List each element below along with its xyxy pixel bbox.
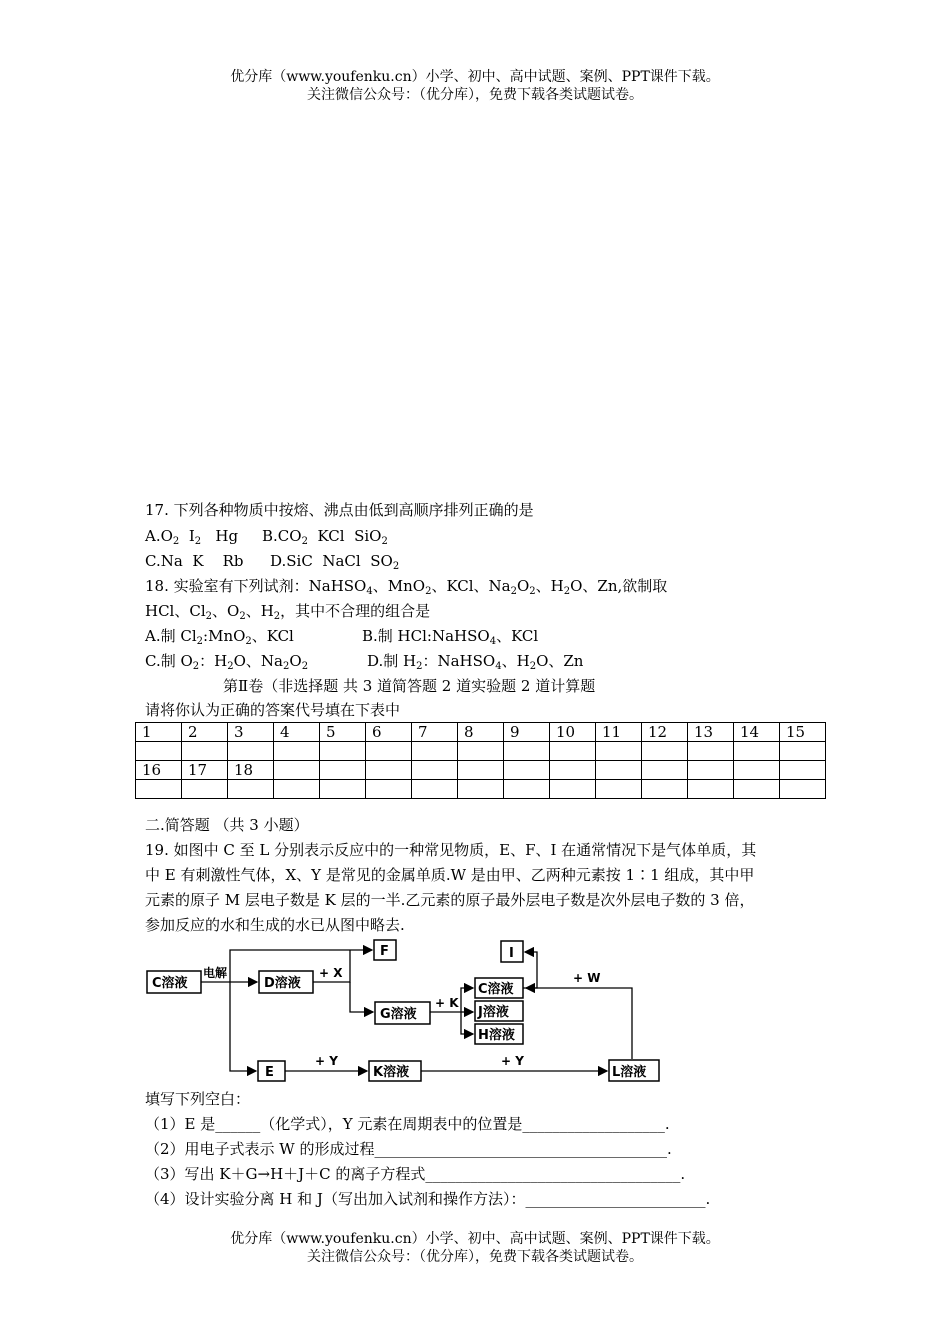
answer-table-number-row-2 <box>136 761 826 780</box>
table-cell: 17 <box>182 761 228 780</box>
answer-cell[interactable] <box>688 742 734 761</box>
q17-option-a: $A.O_2$ $I_2$ Hg <box>145 527 239 547</box>
section-2-title: 第Ⅱ卷（非选择题 共 3 道简答题 2 道实验题 2 道计算题 <box>223 677 596 695</box>
table-cell <box>412 761 458 780</box>
q17-option-c: C.Na K Rb <box>145 552 244 570</box>
answer-cell[interactable] <box>504 780 550 799</box>
answer-cell[interactable] <box>642 742 688 761</box>
q19-blank-4: （4）设计实验分离 H 和 J（写出加入试剂和操作方法）：________________________. <box>145 1190 711 1208</box>
answer-cell[interactable] <box>228 780 274 799</box>
table-cell <box>504 761 550 780</box>
label-c2-solution: C溶液 <box>478 982 514 997</box>
table-cell <box>734 761 780 780</box>
q17-option-b: $B.CO_2$ KCl SiO$_2$ <box>262 527 388 547</box>
q17-stem: 17. 下列各种物质中按熔、沸点由低到高顺序排列正确的是 <box>145 501 534 519</box>
q18-options-cd <box>145 651 583 671</box>
answer-cell[interactable] <box>320 780 366 799</box>
q18-options-ab <box>145 626 538 646</box>
answer-cell[interactable] <box>412 780 458 799</box>
answer-cell[interactable] <box>734 742 780 761</box>
label-plus-y-1: + Y <box>315 1054 338 1068</box>
answer-table <box>135 722 826 799</box>
q17-option-d: D.SiC NaCl $SO_2$ <box>270 552 400 572</box>
label-c-solution: C溶液 <box>152 976 188 991</box>
label-d-solution: D溶液 <box>264 976 301 991</box>
answer-cell[interactable] <box>550 780 596 799</box>
answer-cell[interactable] <box>228 742 274 761</box>
table-cell: 1 <box>136 723 182 742</box>
label-plus-w: + W <box>573 971 601 985</box>
short-answer-title: 二.简答题 （共 3 小题） <box>145 816 309 834</box>
q17-options-cd <box>145 551 399 571</box>
reaction-flow-diagram <box>145 938 665 1084</box>
q19-stem-line-4: 参加反应的水和生成的水已从图中略去. <box>145 916 405 934</box>
answer-cell[interactable] <box>182 780 228 799</box>
answer-cell[interactable] <box>274 742 320 761</box>
table-cell <box>642 761 688 780</box>
answer-cell[interactable] <box>458 780 504 799</box>
table-cell: 16 <box>136 761 182 780</box>
answer-cell[interactable] <box>596 742 642 761</box>
table-cell <box>550 761 596 780</box>
header-line-1: 优分库（www.youfenku.cn）小学、初中、高中试题、案例、PPT课件下载。 <box>230 69 720 85</box>
label-i: I <box>509 946 514 961</box>
answer-cell[interactable] <box>688 780 734 799</box>
answer-cell[interactable] <box>320 742 366 761</box>
answer-table-instruction: 请将你认为正确的答案代号填在下表中 <box>145 701 401 719</box>
answer-cell[interactable] <box>780 742 826 761</box>
q18-option-d: D.制 $H_2$：NaHSO$_4$、$H_2O$、Zn <box>367 652 584 672</box>
table-cell: 9 <box>504 723 550 742</box>
table-cell: 6 <box>366 723 412 742</box>
table-cell: 18 <box>228 761 274 780</box>
q19-stem-line-1: 19. 如图中 C 至 L 分别表示反应中的一种常见物质，E、F、I 在通常情况下是气体单质，其 <box>145 841 757 859</box>
table-cell <box>458 761 504 780</box>
answer-cell[interactable] <box>366 742 412 761</box>
table-cell: 5 <box>320 723 366 742</box>
header-line-2: 关注微信公众号：（优分库），免费下载各类试题试卷。 <box>307 87 643 103</box>
label-k-solution: K溶液 <box>373 1065 410 1080</box>
answer-cell[interactable] <box>412 742 458 761</box>
footer-line-1: 优分库（www.youfenku.cn）小学、初中、高中试题、案例、PPT课件下载。 <box>230 1231 720 1247</box>
table-cell: 14 <box>734 723 780 742</box>
table-cell: 8 <box>458 723 504 742</box>
label-plus-k: + K <box>435 996 459 1010</box>
q19-fill-instruction: 填写下列空白： <box>145 1090 251 1108</box>
label-j-solution: J溶液 <box>478 1005 509 1020</box>
answer-cell[interactable] <box>550 742 596 761</box>
q18-stem: 18. 实验室有下列试剂：NaHSO$_4$、MnO$_2$、KCl、$Na_2O_2$、$H_2O$、Zn,欲制取 <box>145 577 668 597</box>
answer-cell[interactable] <box>780 780 826 799</box>
answer-cell[interactable] <box>136 742 182 761</box>
table-cell: 10 <box>550 723 596 742</box>
table-cell: 11 <box>596 723 642 742</box>
table-cell: 3 <box>228 723 274 742</box>
q17-options-ab <box>145 526 388 546</box>
answer-cell[interactable] <box>596 780 642 799</box>
table-cell: 2 <box>182 723 228 742</box>
q18-option-b: B.制 HCl:NaHSO$_4$、KCl <box>362 627 539 647</box>
table-cell: 7 <box>412 723 458 742</box>
table-cell <box>780 761 826 780</box>
label-e: E <box>265 1065 274 1080</box>
answer-table-number-row-1 <box>136 723 826 742</box>
q19-blank-1: （1）E 是______（化学式），Y 元素在周期表中的位置是___________________. <box>145 1115 670 1133</box>
answer-table-blank-row-1 <box>136 742 826 761</box>
answer-cell[interactable] <box>504 742 550 761</box>
table-cell <box>688 761 734 780</box>
table-cell <box>320 761 366 780</box>
label-g-solution: G溶液 <box>380 1007 417 1022</box>
footer-line-2: 关注微信公众号：（优分库），免费下载各类试题试卷。 <box>307 1249 643 1265</box>
q18-option-c: C.制 $O_2$：$H_2O$、$Na_2O_2$ <box>145 652 309 672</box>
table-cell: 12 <box>642 723 688 742</box>
q19-blank-3: （3）写出 K＋G→H＋J＋C 的离子方程式__________________________________. <box>145 1165 686 1183</box>
q19-stem-line-2: 中 E 有刺激性气体，X、Y 是常见的金属单质.W 是由甲、乙两种元素按 1∶1 组成，其中甲 <box>145 866 755 884</box>
q18-option-a: A.制 $Cl_2:MnO_2$、KCl <box>145 627 294 647</box>
answer-cell[interactable] <box>642 780 688 799</box>
table-cell: 13 <box>688 723 734 742</box>
table-cell: 15 <box>780 723 826 742</box>
label-electrolysis: 电解 <box>203 966 228 980</box>
label-l-solution: L溶液 <box>612 1065 647 1080</box>
q19-blank-2: （2）用电子式表示 W 的形成过程_______________________________________. <box>145 1140 672 1158</box>
table-cell <box>596 761 642 780</box>
answer-cell[interactable] <box>366 780 412 799</box>
table-cell: 4 <box>274 723 320 742</box>
answer-cell[interactable] <box>274 780 320 799</box>
answer-cell[interactable] <box>182 742 228 761</box>
label-h-solution: H溶液 <box>478 1028 515 1043</box>
answer-cell[interactable] <box>458 742 504 761</box>
label-plus-y-2: + Y <box>501 1054 524 1068</box>
answer-cell[interactable] <box>734 780 780 799</box>
q18-stem-line-2: HCl、$Cl_2$、$O_2$、$H_2$，其中不合理的组合是 <box>145 602 431 622</box>
table-cell <box>274 761 320 780</box>
q19-stem-line-3: 元素的原子 M 层电子数是 K 层的一半.乙元素的原子最外层电子数是次外层电子数的 3 倍， <box>145 891 755 909</box>
table-cell <box>366 761 412 780</box>
label-f: F <box>380 944 389 959</box>
answer-cell[interactable] <box>136 780 182 799</box>
label-plus-x: + X <box>319 966 343 980</box>
answer-table-blank-row-2 <box>136 780 826 799</box>
